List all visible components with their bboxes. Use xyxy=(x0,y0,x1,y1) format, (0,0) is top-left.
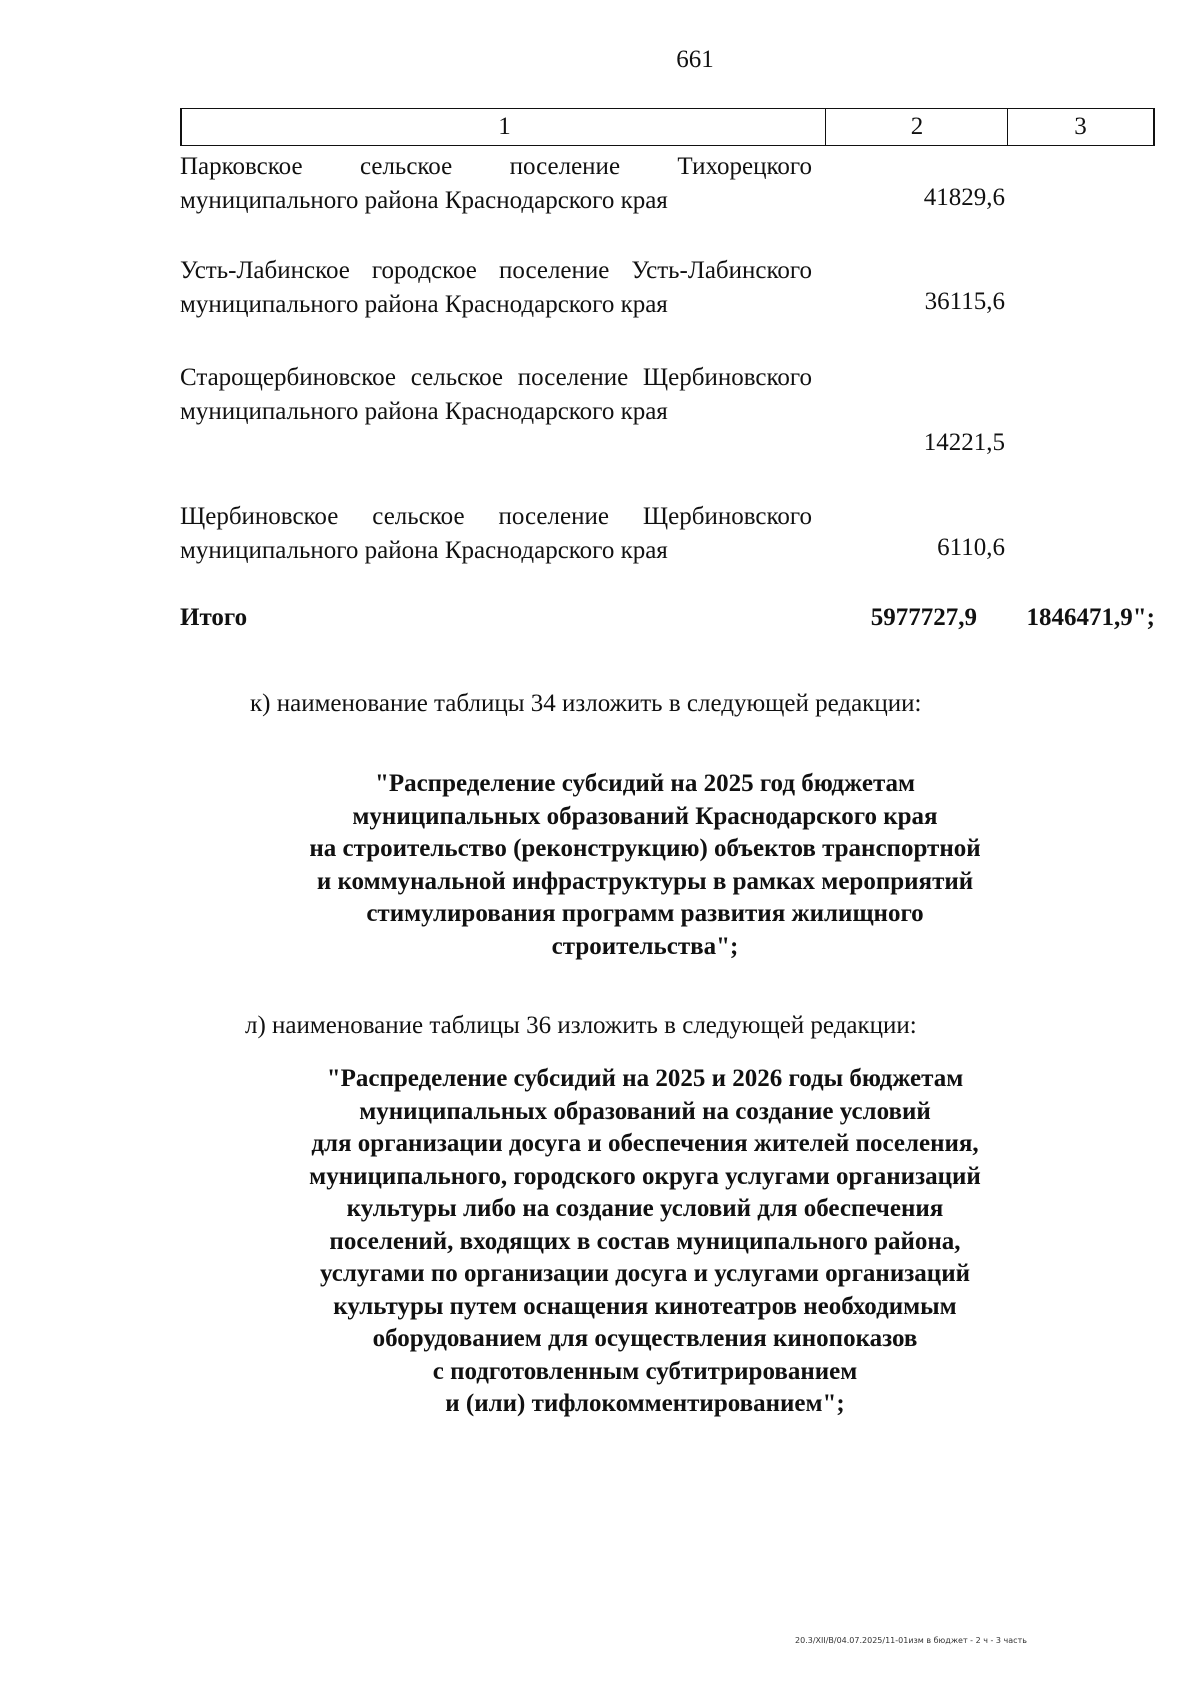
row-name: Щербиновское сельское поселение Щербиновского муниципального района Краснодарского края xyxy=(180,503,812,564)
row-name: Старощербиновское сельское поселение Щербиновского муниципального района Краснодарского края xyxy=(180,364,812,425)
heading-line: поселений, входящих в состав муниципального района, xyxy=(329,1227,961,1255)
amendment-k-text: к) наименование таблицы 34 изложить в следующей редакции: xyxy=(250,690,922,717)
heading-line: и коммунальной инфраструктуры в рамках мероприятий xyxy=(316,867,974,895)
heading-line: оборудованием для осуществления кинопоказов xyxy=(372,1325,918,1352)
table-36-heading xyxy=(235,1063,1055,1421)
total-col3: 1846471,9"; xyxy=(1026,604,1155,631)
header-col-3: 3 xyxy=(1007,108,1155,146)
table-header xyxy=(180,108,1152,144)
heading-line: "Распределение субсидий на 2025 и 2026 годы бюджетам xyxy=(326,1065,964,1092)
total-col2: 5977727,9 xyxy=(870,604,977,631)
heading-line: на строительство (реконструкцию) объектов транспортной xyxy=(309,835,981,862)
table-34-heading xyxy=(235,768,1055,963)
heading-line: строительства"; xyxy=(551,932,739,960)
header-col-2: 2 xyxy=(825,108,1008,146)
total-label: Итого xyxy=(180,604,248,631)
header-col-1: 1 xyxy=(180,108,827,146)
row-amount: 36115,6 xyxy=(924,288,1005,315)
footer-file-code: 20.3/XII/B/04.07.2025/11-01изм в бюджет - 2 ч - 3 часть xyxy=(795,1636,1027,1645)
heading-line: стимулирования программ развития жилищного xyxy=(366,900,924,927)
heading-line: муниципальных образований Краснодарского края xyxy=(352,802,938,830)
heading-line: услугами по организации досуга и услугами организаций xyxy=(320,1260,970,1287)
heading-line: культуры путем оснащения кинотеатров необходимым xyxy=(333,1292,957,1320)
heading-line: с подготовленным субтитрированием xyxy=(432,1357,858,1385)
row-name: Усть-Лабинское городское поселение Усть-Лабинского муниципального района Краснодарского края xyxy=(180,257,812,318)
heading-line: и (или) тифлокомментированием"; xyxy=(445,1390,845,1417)
row-amount: 41829,6 xyxy=(923,184,1005,211)
heading-line: муниципального, городского округа услугами организаций xyxy=(309,1162,981,1190)
heading-line: для организации досуга и обеспечения жителей поселения, xyxy=(311,1130,979,1157)
row-amount: 14221,5 xyxy=(923,429,1005,456)
page-number: 661 xyxy=(676,46,714,73)
heading-line: культуры либо на создание условий для обеспечения xyxy=(346,1195,944,1222)
row-name: Парковское сельское поселение Тихорецкого муниципального района Краснодарского края xyxy=(180,153,812,214)
row-amount: 6110,6 xyxy=(937,534,1005,561)
heading-line: "Распределение субсидий на 2025 год бюджетам xyxy=(374,770,916,797)
heading-line: муниципальных образований на создание условий xyxy=(359,1097,931,1125)
amendment-l-text: л) наименование таблицы 36 изложить в следующей редакции: xyxy=(245,1012,917,1039)
